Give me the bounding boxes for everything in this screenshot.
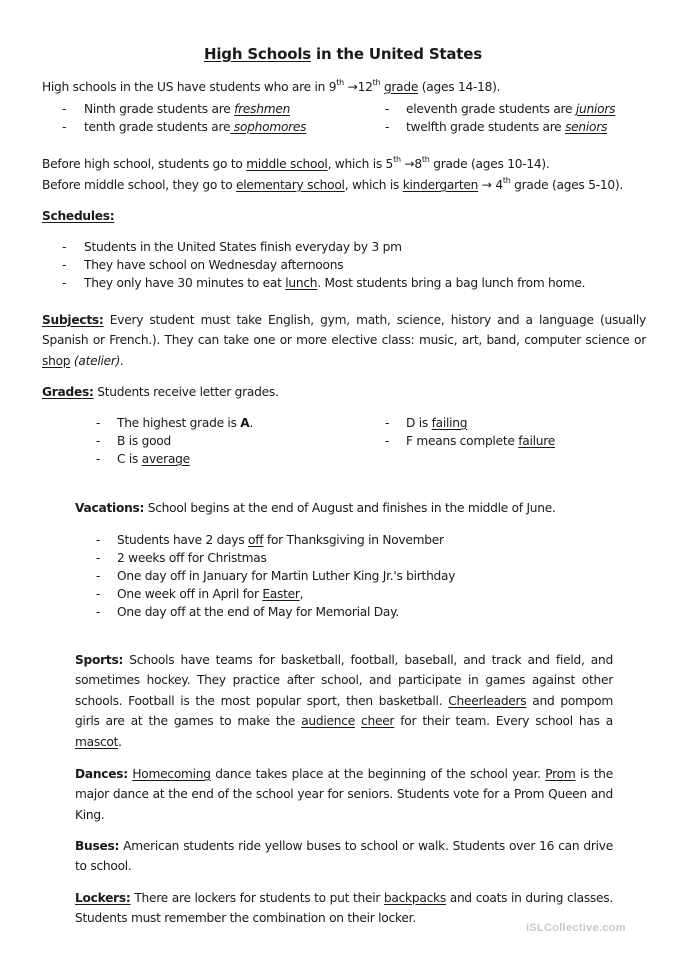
subjects-paragraph: Subjects: Every student must take English, gym, math, science, history and a language (usually Spanish or French.). They can take one or more elective class: music, art, band, computer science or shop (atelier). xyxy=(42,313,646,368)
list-item: - xyxy=(96,569,101,583)
list-item: D is failing xyxy=(406,416,468,430)
list-item: - xyxy=(62,240,67,254)
list-item: - xyxy=(96,587,101,601)
list-item: tenth grade students are sophomores xyxy=(84,120,307,134)
list-item: One day off at the end of May for Memorial Day. xyxy=(117,605,399,619)
list-item: One week off in April for Easter, xyxy=(117,587,304,601)
page-title: High Schools in the United States xyxy=(204,45,482,63)
list-item: The highest grade is A. xyxy=(117,416,254,430)
list-item: - xyxy=(385,416,390,430)
list-item: - xyxy=(385,120,390,134)
list-item: Ninth grade students are freshmen xyxy=(84,102,291,116)
middle-school-line: Before high school, students go to middle school, which is 5th →8th grade (ages 10-14). xyxy=(42,154,550,171)
dances-paragraph: Dances: Homecoming dance takes place at the beginning of the school year. Prom is the major dance at the end of the school year for seniors. Students vote for a Prom Queen and King. xyxy=(75,767,613,822)
list-item: - xyxy=(62,258,67,272)
grades-heading: Grades: Students receive letter grades. xyxy=(42,385,279,399)
list-item: - xyxy=(385,102,390,116)
list-item: - xyxy=(96,434,101,448)
list-item: One day off in January for Martin Luther King Jr.'s birthday xyxy=(117,569,456,583)
list-item: - xyxy=(385,434,390,448)
schedules-heading: Schedules: xyxy=(42,209,115,223)
list-item: - xyxy=(96,605,101,619)
lockers-paragraph: Lockers: There are lockers for students to put their backpacks and coats in during classes. Students must remember the combination on their locker. xyxy=(75,891,613,926)
list-item: 2 weeks off for Christmas xyxy=(117,551,267,565)
list-item: - xyxy=(96,551,101,565)
vacations-heading: Vacations: School begins at the end of August and finishes in the middle of June. xyxy=(75,501,556,515)
list-item: F means complete failure xyxy=(406,434,555,448)
list-item: C is average xyxy=(117,452,190,466)
elementary-school-line: Before middle school, they go to elementary school, which is kindergarten → 4th grade (ages 5-10). xyxy=(42,175,623,192)
list-item: Students have 2 days off for Thanksgiving in November xyxy=(117,533,444,547)
list-item: Students in the United States finish everyday by 3 pm xyxy=(84,240,402,254)
list-item: - xyxy=(62,276,67,290)
intro-line: High schools in the US have students who are in 9th →12th grade (ages 14-18). xyxy=(42,77,501,94)
list-item: eleventh grade students are juniors xyxy=(406,102,616,116)
sports-paragraph: Sports: Schools have teams for basketball, football, baseball, and track and field, and sometimes hockey. They practice after school, and participate in games against other schools. Football is the most popular sport, then basketball. Cheerleaders and pompom girls are at the games to make the audience cheer for their team. Every school has a mascot. xyxy=(75,653,614,749)
watermark-logo: iSLCollective.com xyxy=(526,922,626,934)
list-item: - xyxy=(62,120,67,134)
list-item: - xyxy=(62,102,67,116)
list-item: - xyxy=(96,452,101,466)
list-item: B is good xyxy=(117,434,171,448)
list-item: They only have 30 minutes to eat lunch. Most students bring a bag lunch from home. xyxy=(84,276,586,290)
list-item: - xyxy=(96,416,101,430)
list-item: They have school on Wednesday afternoons xyxy=(84,258,344,272)
list-item: twelfth grade students are seniors xyxy=(406,120,608,134)
buses-paragraph: Buses: American students ride yellow buses to school or walk. Students over 16 can drive to school. xyxy=(75,839,613,874)
list-item: - xyxy=(96,533,101,547)
